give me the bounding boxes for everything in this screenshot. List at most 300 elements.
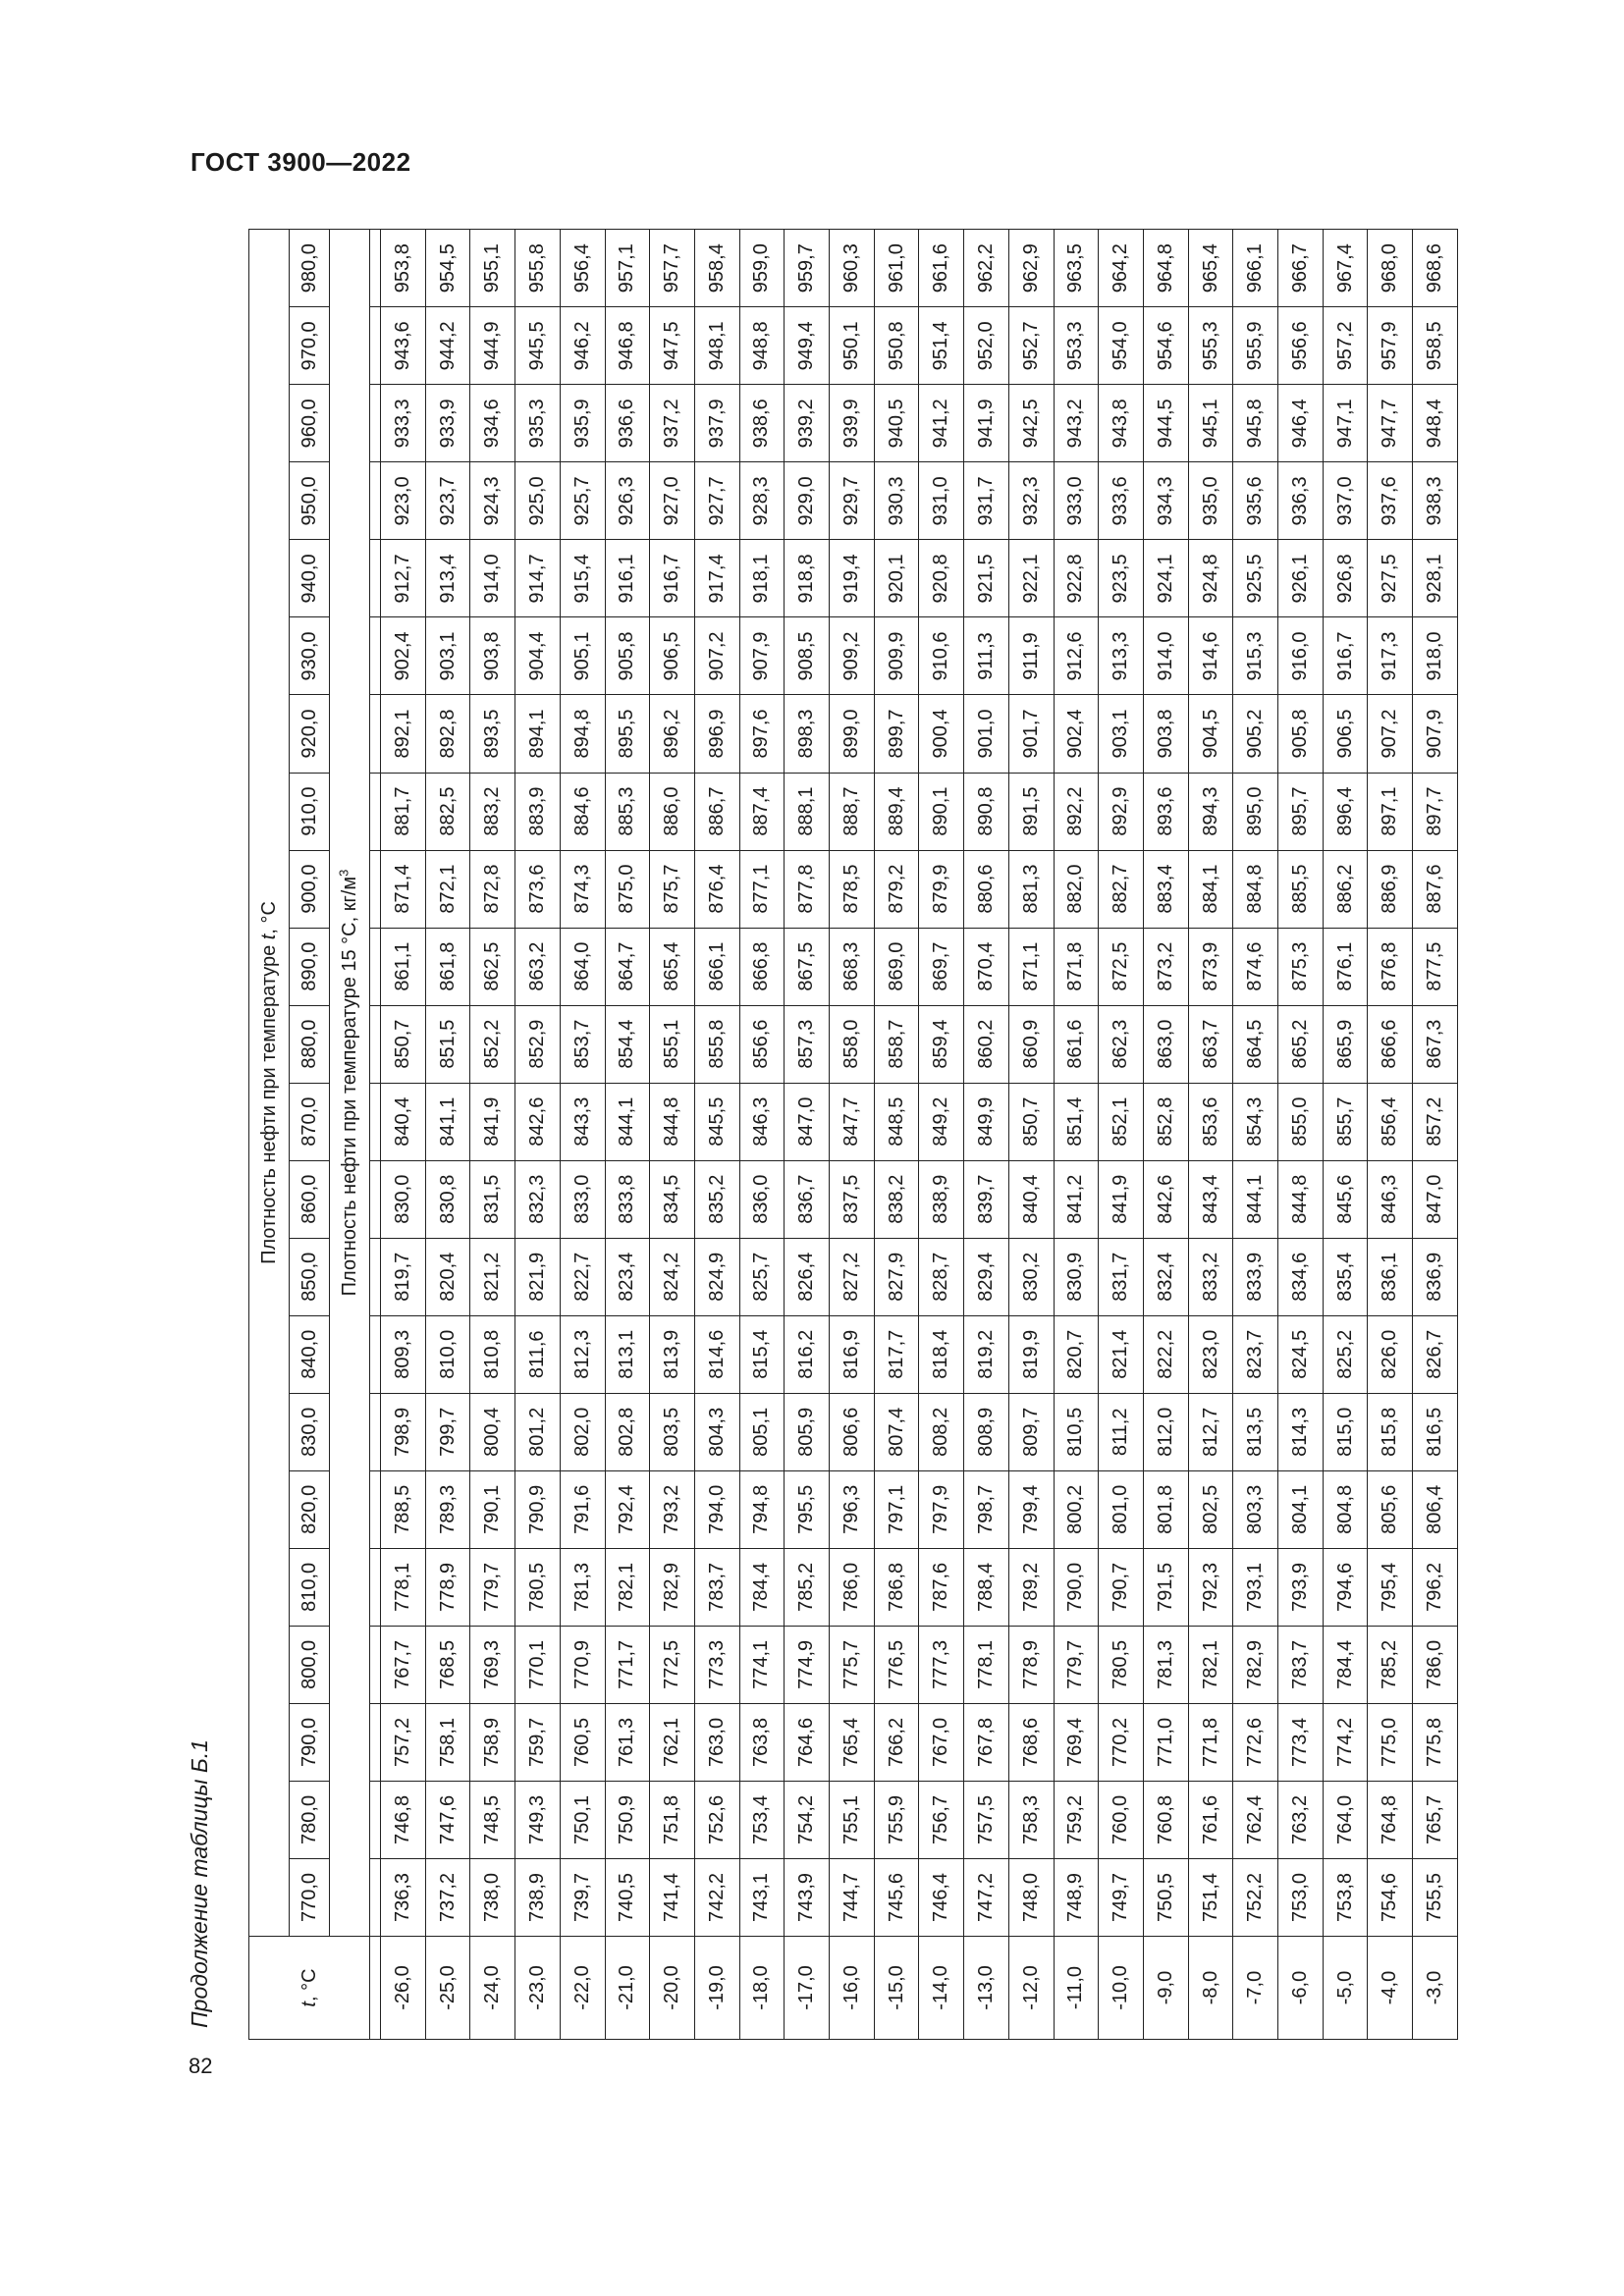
column-header: 900,0	[290, 850, 330, 928]
density-cell: 771,0	[1143, 1703, 1188, 1781]
density-cell: 897,7	[1413, 773, 1458, 850]
density-cell: 793,2	[650, 1470, 695, 1548]
density-cell: 779,7	[1054, 1626, 1099, 1703]
table-row	[964, 230, 1009, 2040]
density-cell: 740,5	[605, 1858, 650, 1936]
density-cell: 838,9	[919, 1160, 964, 1238]
density-cell: 841,9	[1099, 1160, 1144, 1238]
density-cell: 855,7	[1323, 1083, 1368, 1160]
density-cell: 948,1	[694, 307, 739, 385]
density-cell: 762,1	[650, 1703, 695, 1781]
density-cell: 946,8	[605, 307, 650, 385]
density-cell: 797,1	[874, 1470, 919, 1548]
density-cell: 947,5	[650, 307, 695, 385]
separator-cell	[370, 1393, 381, 1470]
density-cell: 812,7	[1188, 1393, 1233, 1470]
density-cell: 785,2	[785, 1548, 830, 1626]
density-cell: 851,5	[425, 1005, 470, 1083]
density-cell: 939,9	[830, 385, 875, 462]
density-cell: 892,9	[1099, 773, 1144, 850]
density-cell: 815,8	[1368, 1393, 1413, 1470]
density-cell: 771,7	[605, 1626, 650, 1703]
density-cell: 916,7	[650, 540, 695, 617]
density-cell: 918,0	[1413, 617, 1458, 695]
density-cell: 825,7	[739, 1238, 785, 1315]
density-cell: 819,7	[381, 1238, 426, 1315]
density-cell: 752,6	[694, 1781, 739, 1858]
table-row	[381, 230, 426, 2040]
density-cell: 774,1	[739, 1626, 785, 1703]
density-cell: 886,9	[1368, 850, 1413, 928]
density-cell: 781,3	[1143, 1626, 1188, 1703]
density-cell: 968,0	[1368, 230, 1413, 307]
density-cell: 782,1	[1188, 1626, 1233, 1703]
density-cell: 899,0	[830, 695, 875, 773]
density-cell: 867,5	[785, 928, 830, 1005]
density-cell: 928,3	[739, 462, 785, 540]
density-cell: 758,3	[1008, 1781, 1054, 1858]
table-row	[1143, 230, 1188, 2040]
density-cell: 857,2	[1413, 1083, 1458, 1160]
density-cell: 954,0	[1099, 307, 1144, 385]
table-row	[830, 230, 875, 2040]
density-cell: 872,8	[470, 850, 515, 928]
density-cell: 816,2	[785, 1315, 830, 1393]
density-cell: 812,0	[1143, 1393, 1188, 1470]
density-cell: 753,4	[739, 1781, 785, 1858]
density-cell: 854,4	[605, 1005, 650, 1083]
density-cell: 736,3	[381, 1858, 426, 1936]
density-cell: 879,9	[919, 850, 964, 928]
density-cell: 882,0	[1054, 850, 1099, 928]
column-header: 960,0	[290, 385, 330, 462]
density-cell: 866,8	[739, 928, 785, 1005]
column-header: 810,0	[290, 1548, 330, 1626]
density-cell: 943,6	[381, 307, 426, 385]
density-cell: 861,6	[1054, 1005, 1099, 1083]
density-cell: 955,3	[1188, 307, 1233, 385]
table-row	[1413, 230, 1458, 2040]
density-cell: 766,2	[874, 1703, 919, 1781]
density-cell: 907,9	[1413, 695, 1458, 773]
density-cell: 918,8	[785, 540, 830, 617]
density-cell: 955,8	[515, 230, 561, 307]
density-cell: 903,8	[1143, 695, 1188, 773]
density-cell: 921,5	[964, 540, 1009, 617]
density-cell: 949,4	[785, 307, 830, 385]
density-cell: 844,8	[650, 1083, 695, 1160]
density-cell: 884,8	[1233, 850, 1278, 928]
density-cell: 771,8	[1188, 1703, 1233, 1781]
temperature-cell: -9,0	[1143, 1937, 1188, 2040]
density-cell: 928,1	[1413, 540, 1458, 617]
density-cell: 836,1	[1368, 1238, 1413, 1315]
density-cell: 827,2	[830, 1238, 875, 1315]
column-header: 820,0	[290, 1470, 330, 1548]
density-cell: 842,6	[515, 1083, 561, 1160]
density-cell: 801,8	[1143, 1470, 1188, 1548]
density-cell: 778,1	[381, 1548, 426, 1626]
density-cell: 844,1	[1233, 1160, 1278, 1238]
density-cell: 749,7	[1099, 1858, 1144, 1936]
temperature-column-header: t, °C	[249, 1937, 370, 2040]
density-cell: 780,5	[515, 1548, 561, 1626]
density-cell: 835,4	[1323, 1238, 1368, 1315]
density-cell: 775,0	[1368, 1703, 1413, 1781]
density-cell: 819,2	[964, 1315, 1009, 1393]
table-row	[1099, 230, 1144, 2040]
density-cell: 933,3	[381, 385, 426, 462]
density-cell: 753,8	[1323, 1858, 1368, 1936]
density-cell: 874,3	[560, 850, 605, 928]
temperature-cell: -16,0	[830, 1937, 875, 2040]
density-cell: 821,4	[1099, 1315, 1144, 1393]
density-cell: 770,1	[515, 1626, 561, 1703]
density-cell: 946,2	[560, 307, 605, 385]
column-header: 830,0	[290, 1393, 330, 1470]
density-cell: 747,6	[425, 1781, 470, 1858]
density-cell: 810,8	[470, 1315, 515, 1393]
density-cell: 925,7	[560, 462, 605, 540]
density-cell: 879,2	[874, 850, 919, 928]
density-cell: 905,8	[1278, 695, 1324, 773]
separator-cell	[370, 1548, 381, 1626]
density-cell: 817,7	[874, 1315, 919, 1393]
density-cell: 819,9	[1008, 1315, 1054, 1393]
density-cell: 773,4	[1278, 1703, 1324, 1781]
density-cell: 937,9	[694, 385, 739, 462]
density-cell: 948,4	[1413, 385, 1458, 462]
density-cell: 937,6	[1368, 462, 1413, 540]
density-cell: 914,0	[470, 540, 515, 617]
density-cell: 941,2	[919, 385, 964, 462]
temperature-cell: -4,0	[1368, 1937, 1413, 2040]
density-cell: 788,5	[381, 1470, 426, 1548]
table-row	[1008, 230, 1054, 2040]
density-cell: 764,6	[785, 1703, 830, 1781]
density-cell: 952,0	[964, 307, 1009, 385]
density-cell: 887,4	[739, 773, 785, 850]
density-cell: 813,1	[605, 1315, 650, 1393]
density-cell: 940,5	[874, 385, 919, 462]
density-cell: 845,6	[1323, 1160, 1368, 1238]
temperature-cell: -15,0	[874, 1937, 919, 2040]
density-cell: 816,5	[1413, 1393, 1458, 1470]
density-cell: 930,3	[874, 462, 919, 540]
density-cell: 896,4	[1323, 773, 1368, 850]
density-cell: 814,6	[694, 1315, 739, 1393]
density-cell: 767,8	[964, 1703, 1009, 1781]
density-cell: 755,9	[874, 1781, 919, 1858]
density-cell: 803,3	[1233, 1470, 1278, 1548]
density-cell: 796,3	[830, 1470, 875, 1548]
density-cell: 905,2	[1233, 695, 1278, 773]
density-cell: 881,7	[381, 773, 426, 850]
density-cell: 867,3	[1413, 1005, 1458, 1083]
density-cell: 936,6	[605, 385, 650, 462]
density-cell: 801,0	[1099, 1470, 1144, 1548]
density-cell: 915,3	[1233, 617, 1278, 695]
density-cell: 847,0	[785, 1083, 830, 1160]
density-cell: 749,3	[515, 1781, 561, 1858]
density-cell: 896,9	[694, 695, 739, 773]
density-cell: 826,0	[1368, 1315, 1413, 1393]
density-cell: 916,7	[1323, 617, 1368, 695]
density-cell: 897,6	[739, 695, 785, 773]
density-cell: 760,5	[560, 1703, 605, 1781]
density-cell: 793,1	[1233, 1548, 1278, 1626]
density-cell: 886,0	[650, 773, 695, 850]
density-cell: 806,6	[830, 1393, 875, 1470]
density-cell: 747,2	[964, 1858, 1009, 1936]
density-cell: 950,1	[830, 307, 875, 385]
temperature-cell: -20,0	[650, 1937, 695, 2040]
density-cell: 893,6	[1143, 773, 1188, 850]
density-cell: 791,5	[1143, 1548, 1188, 1626]
temperature-cell: -12,0	[1008, 1937, 1054, 2040]
column-header: 850,0	[290, 1238, 330, 1315]
density-cell: 783,7	[1278, 1626, 1324, 1703]
density-cell: 767,7	[381, 1626, 426, 1703]
density-cell: 822,7	[560, 1238, 605, 1315]
temperature-cell: -17,0	[785, 1937, 830, 2040]
density-cell: 947,7	[1368, 385, 1413, 462]
density-cell: 746,8	[381, 1781, 426, 1858]
density-cell: 885,5	[1278, 850, 1324, 928]
column-header: 910,0	[290, 773, 330, 850]
density-cell: 832,3	[515, 1160, 561, 1238]
density-cell: 854,3	[1233, 1083, 1278, 1160]
density-cell: 931,7	[964, 462, 1009, 540]
density-columns-header-row	[290, 230, 330, 2040]
density-cell: 934,6	[470, 385, 515, 462]
density-cell: 838,2	[874, 1160, 919, 1238]
table-row	[785, 230, 830, 2040]
density-cell: 903,1	[1099, 695, 1144, 773]
density-cell: 866,6	[1368, 1005, 1413, 1083]
density-cell: 914,0	[1143, 617, 1188, 695]
density-cell: 769,4	[1054, 1703, 1099, 1781]
density-cell: 933,0	[1054, 462, 1099, 540]
table-row	[1368, 230, 1413, 2040]
separator-cell	[370, 385, 381, 462]
density-cell: 751,8	[650, 1781, 695, 1858]
density-cell: 811,6	[515, 1315, 561, 1393]
density-cell: 888,7	[830, 773, 875, 850]
density-cell: 802,8	[605, 1393, 650, 1470]
density-cell: 916,0	[1278, 617, 1324, 695]
density-cell: 895,7	[1278, 773, 1324, 850]
density-cell: 913,4	[425, 540, 470, 617]
density-cell: 944,5	[1143, 385, 1188, 462]
density-cell: 875,7	[650, 850, 695, 928]
density-cell: 863,7	[1188, 1005, 1233, 1083]
density-cell: 811,2	[1099, 1393, 1144, 1470]
density-cell: 799,4	[1008, 1470, 1054, 1548]
density-cell: 875,3	[1278, 928, 1324, 1005]
density-cell: 918,1	[739, 540, 785, 617]
density-cell: 833,9	[1233, 1238, 1278, 1315]
density-cell: 834,5	[650, 1160, 695, 1238]
table-row	[650, 230, 695, 2040]
subheader: Плотность нефти при температуре 15 °С, $кг/м^3$	[330, 230, 370, 1937]
column-header: 860,0	[290, 1160, 330, 1238]
density-cell: 961,6	[919, 230, 964, 307]
temperature-cell: -14,0	[919, 1937, 964, 2040]
density-cell: 746,4	[919, 1858, 964, 1936]
temperature-cell: -10,0	[1099, 1937, 1144, 2040]
density-cell: 841,1	[425, 1083, 470, 1160]
density-cell: 841,2	[1054, 1160, 1099, 1238]
density-cell: 784,4	[739, 1548, 785, 1626]
density-cell: 913,3	[1099, 617, 1144, 695]
density-cell: 864,7	[605, 928, 650, 1005]
temperature-cell: -18,0	[739, 1937, 785, 2040]
density-cell: 773,3	[694, 1626, 739, 1703]
density-cell: 873,9	[1188, 928, 1233, 1005]
density-cell: 883,4	[1143, 850, 1188, 928]
density-cell: 876,4	[694, 850, 739, 928]
density-cell: 869,0	[874, 928, 919, 1005]
density-cell: 823,7	[1233, 1315, 1278, 1393]
density-cell: 834,6	[1278, 1238, 1324, 1315]
density-cell: 824,5	[1278, 1315, 1324, 1393]
density-cell: 755,1	[830, 1781, 875, 1858]
density-cell: 883,2	[470, 773, 515, 850]
density-cell: 924,1	[1143, 540, 1188, 617]
density-cell: 957,2	[1323, 307, 1368, 385]
density-cell: 832,4	[1143, 1238, 1188, 1315]
density-cell: 804,3	[694, 1393, 739, 1470]
density-cell: 772,6	[1233, 1703, 1278, 1781]
density-cell: 759,2	[1054, 1781, 1099, 1858]
temperature-cell: -26,0	[381, 1937, 426, 2040]
density-cell: 948,8	[739, 307, 785, 385]
temperature-cell: -8,0	[1188, 1937, 1233, 2040]
table-row	[605, 230, 650, 2040]
column-header: 800,0	[290, 1626, 330, 1703]
density-cell: 803,5	[650, 1393, 695, 1470]
separator-cell	[370, 1005, 381, 1083]
separator-cell	[370, 1937, 381, 2040]
density-cell: 822,2	[1143, 1315, 1188, 1393]
density-cell: 956,4	[560, 230, 605, 307]
density-cell: 885,3	[605, 773, 650, 850]
density-cell: 892,2	[1054, 773, 1099, 850]
density-cell: 936,3	[1278, 462, 1324, 540]
density-table-container	[248, 229, 1458, 2040]
density-cell: 776,5	[874, 1626, 919, 1703]
table-row	[515, 230, 561, 2040]
density-cell: 794,0	[694, 1470, 739, 1548]
density-cell: 774,9	[785, 1626, 830, 1703]
density-cell: 871,4	[381, 850, 426, 928]
density-cell: 763,8	[739, 1703, 785, 1781]
density-cell: 800,4	[470, 1393, 515, 1470]
density-cell: 876,1	[1323, 928, 1368, 1005]
density-cell: 924,8	[1188, 540, 1233, 617]
density-cell: 863,0	[1143, 1005, 1188, 1083]
density-cell: 920,1	[874, 540, 919, 617]
density-cell: 769,3	[470, 1626, 515, 1703]
density-cell: 761,6	[1188, 1781, 1233, 1858]
density-cell: 858,0	[830, 1005, 875, 1083]
density-cell: 946,4	[1278, 385, 1324, 462]
density-cell: 962,2	[964, 230, 1009, 307]
density-cell: 829,4	[964, 1238, 1009, 1315]
density-cell: 902,4	[1054, 695, 1099, 773]
density-cell: 938,6	[739, 385, 785, 462]
density-cell: 939,2	[785, 385, 830, 462]
density-cell: 810,5	[1054, 1393, 1099, 1470]
density-cell: 760,8	[1143, 1781, 1188, 1858]
density-cell: 966,1	[1233, 230, 1278, 307]
density-cell: 899,7	[874, 695, 919, 773]
density-cell: 888,1	[785, 773, 830, 850]
density-cell: 912,6	[1054, 617, 1099, 695]
density-cell: 947,1	[1323, 385, 1368, 462]
separator-cell	[370, 1470, 381, 1548]
density-table	[248, 229, 1458, 2040]
density-cell: 952,7	[1008, 307, 1054, 385]
density-cell: 925,0	[515, 462, 561, 540]
density-cell: 956,6	[1278, 307, 1324, 385]
density-cell: 943,2	[1054, 385, 1099, 462]
density-cell: 906,5	[1323, 695, 1368, 773]
density-cell: 919,4	[830, 540, 875, 617]
density-cell: 775,8	[1413, 1703, 1458, 1781]
density-cell: 923,5	[1099, 540, 1144, 617]
density-cell: 748,0	[1008, 1858, 1054, 1936]
density-cell: 795,4	[1368, 1548, 1413, 1626]
density-cell: 831,7	[1099, 1238, 1144, 1315]
density-cell: 901,7	[1008, 695, 1054, 773]
density-cell: 792,3	[1188, 1548, 1233, 1626]
density-cell: 830,9	[1054, 1238, 1099, 1315]
density-cell: 871,8	[1054, 928, 1099, 1005]
density-cell: 813,5	[1233, 1393, 1278, 1470]
column-header: 950,0	[290, 462, 330, 540]
density-cell: 917,3	[1368, 617, 1413, 695]
column-header: 890,0	[290, 928, 330, 1005]
density-cell: 840,4	[1008, 1160, 1054, 1238]
density-cell: 843,3	[560, 1083, 605, 1160]
density-cell: 739,7	[560, 1858, 605, 1936]
separator-cell	[370, 1238, 381, 1315]
density-cell: 937,0	[1323, 462, 1368, 540]
density-cell: 895,0	[1233, 773, 1278, 850]
density-cell: 836,0	[739, 1160, 785, 1238]
density-cell: 922,1	[1008, 540, 1054, 617]
density-cell: 780,5	[1099, 1626, 1144, 1703]
density-cell: 774,2	[1323, 1703, 1368, 1781]
column-header: 770,0	[290, 1858, 330, 1936]
density-cell: 812,3	[560, 1315, 605, 1393]
density-cell: 764,0	[1323, 1781, 1368, 1858]
density-cell: 807,4	[874, 1393, 919, 1470]
density-cell: 782,1	[605, 1548, 650, 1626]
density-cell: 843,4	[1188, 1160, 1233, 1238]
density-cell: 820,4	[425, 1238, 470, 1315]
density-cell: 925,5	[1233, 540, 1278, 617]
density-cell: 855,8	[694, 1005, 739, 1083]
density-cell: 943,8	[1099, 385, 1144, 462]
column-header: 780,0	[290, 1781, 330, 1858]
density-cell: 797,9	[919, 1470, 964, 1548]
density-cell: 915,4	[560, 540, 605, 617]
density-cell: 738,0	[470, 1858, 515, 1936]
density-cell: 884,6	[560, 773, 605, 850]
